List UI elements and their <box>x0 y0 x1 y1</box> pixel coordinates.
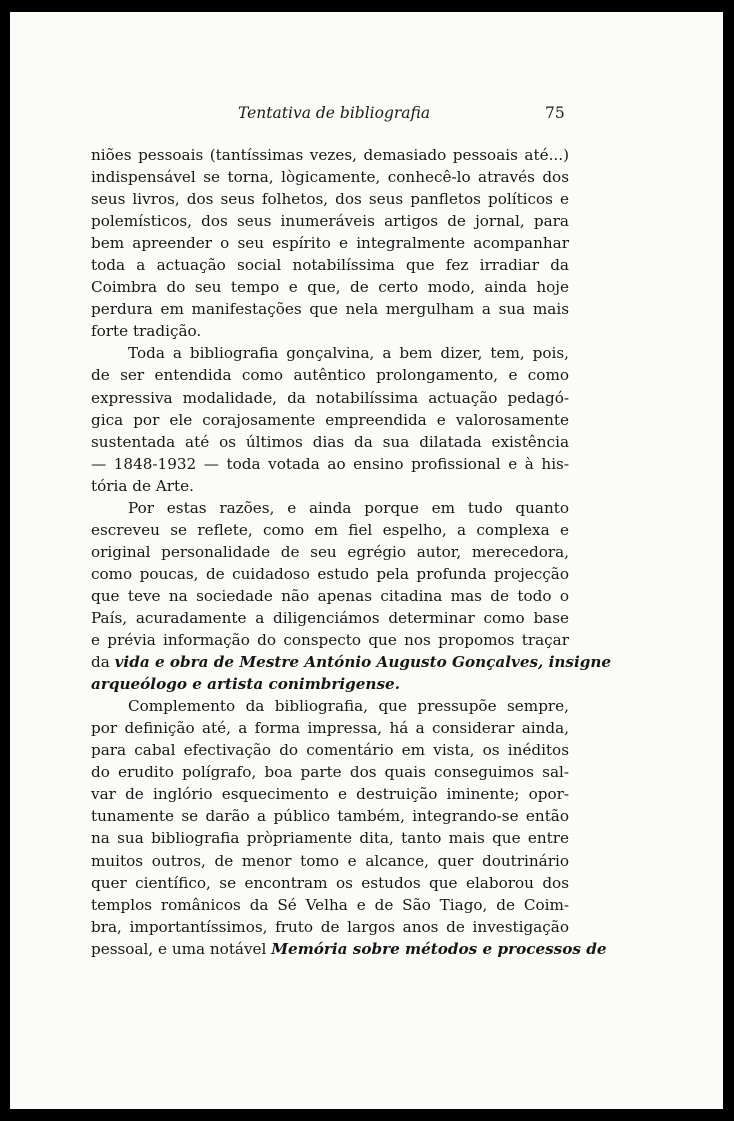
paragraph-2 <box>91 342 569 496</box>
text-line: na sua bibliografia pròpriamente dita, tanto mais que entre <box>91 829 569 848</box>
italic-title-run: vida e obra de Mestre António Augusto Gonçalves, insigne <box>114 653 612 672</box>
text-line <box>91 938 607 960</box>
page-header <box>10 104 723 128</box>
text-line: do erudito polígrafo, boa parte dos quais conseguimos sal- <box>91 763 569 782</box>
text-line: original personalidade de seu egrégio autor, merecedora, <box>91 542 569 561</box>
text-run: da <box>91 653 115 672</box>
text-line: País, acuradamente a diligenciámos determinar como base <box>91 608 569 627</box>
italic-title-line: arqueólogo e artista conimbrigense. <box>91 675 400 694</box>
text-line: niões pessoais (tantíssimas vezes, demasiado pessoais até...) <box>91 146 569 164</box>
text-line: — 1848-1932 — toda votada ao ensino profissional e à his- <box>91 454 569 473</box>
italic-title-run: Memória sobre métodos e processos de <box>271 939 607 958</box>
text-line: bem apreender o seu espírito e integralmente acompanhar <box>91 234 569 253</box>
text-line: var de inglório esquecimento e destruição iminente; opor- <box>91 785 569 804</box>
text-line: toda a actuação social notabilíssima que fez irradiar da <box>91 256 569 275</box>
text-line: por definição até, a forma impressa, há a considerar ainda, <box>91 719 569 738</box>
text-line: bra, importantíssimos, fruto de largos anos de investigação <box>91 917 569 936</box>
text-line: Coimbra do seu tempo e que, de certo modo, ainda hoje <box>91 278 569 297</box>
text-line: e prévia informação do conspecto que nos propomos traçar <box>91 631 569 650</box>
text-line: para cabal efectivação do comentário em vista, os inéditos <box>91 741 569 760</box>
text-line: indispensável se torna, lògicamente, conhecê-lo através dos <box>91 168 569 187</box>
text-line: seus livros, dos seus folhetos, dos seus panfletos políticos e <box>91 190 569 209</box>
text-line: quer científico, se encontram os estudos que elaborou dos <box>91 873 569 892</box>
running-title: Tentativa de bibliografia <box>238 104 431 122</box>
text-line: templos românicos da Sé Velha e de São Tiago, de Coim- <box>91 895 569 914</box>
text-line: Por estas razões, e ainda porque em tudo quanto <box>128 498 569 517</box>
text-line: polemísticos, dos seus inumeráveis artigos de jornal, para <box>91 212 569 231</box>
text-line: Complemento da bibliografia, que pressupõe sempre, <box>128 697 569 716</box>
text-line: gica por ele corajosamente empreendida e valorosamente <box>91 410 569 429</box>
body-text <box>91 144 612 960</box>
text-run: pessoal, e uma notável <box>91 939 272 958</box>
text-line: que teve na sociedade não apenas citadina mas de todo o <box>91 586 569 605</box>
paragraph-3 <box>91 497 612 695</box>
text-line: tória de Arte. <box>91 476 194 495</box>
text-line: Toda a bibliografia gonçalvina, a bem dizer, tem, pois, <box>128 344 569 363</box>
text-line: como poucas, de cuidadoso estudo pela profunda projecção <box>91 564 569 583</box>
text-line: forte tradição. <box>91 322 202 341</box>
text-line: escreveu se reflete, como em fiel espelho, a complexa e <box>91 520 569 539</box>
text-line: expressiva modalidade, da notabilíssima actuação pedagó- <box>91 388 569 407</box>
page-number: 75 <box>545 104 565 122</box>
paragraph-4 <box>91 695 607 960</box>
text-line: tunamente se darão a público também, integrando-se então <box>91 807 569 826</box>
text-line: perdura em manifestações que nela mergulham a sua mais <box>91 300 569 319</box>
book-page <box>10 12 723 1109</box>
text-line: de ser entendida como autêntico prolongamento, e como <box>91 366 569 385</box>
text-line: sustentada até os últimos dias da sua dilatada existência <box>91 432 569 451</box>
paragraph-1 <box>91 144 569 342</box>
text-line <box>91 651 612 673</box>
text-line: muitos outros, de menor tomo e alcance, quer doutrinário <box>91 851 569 870</box>
